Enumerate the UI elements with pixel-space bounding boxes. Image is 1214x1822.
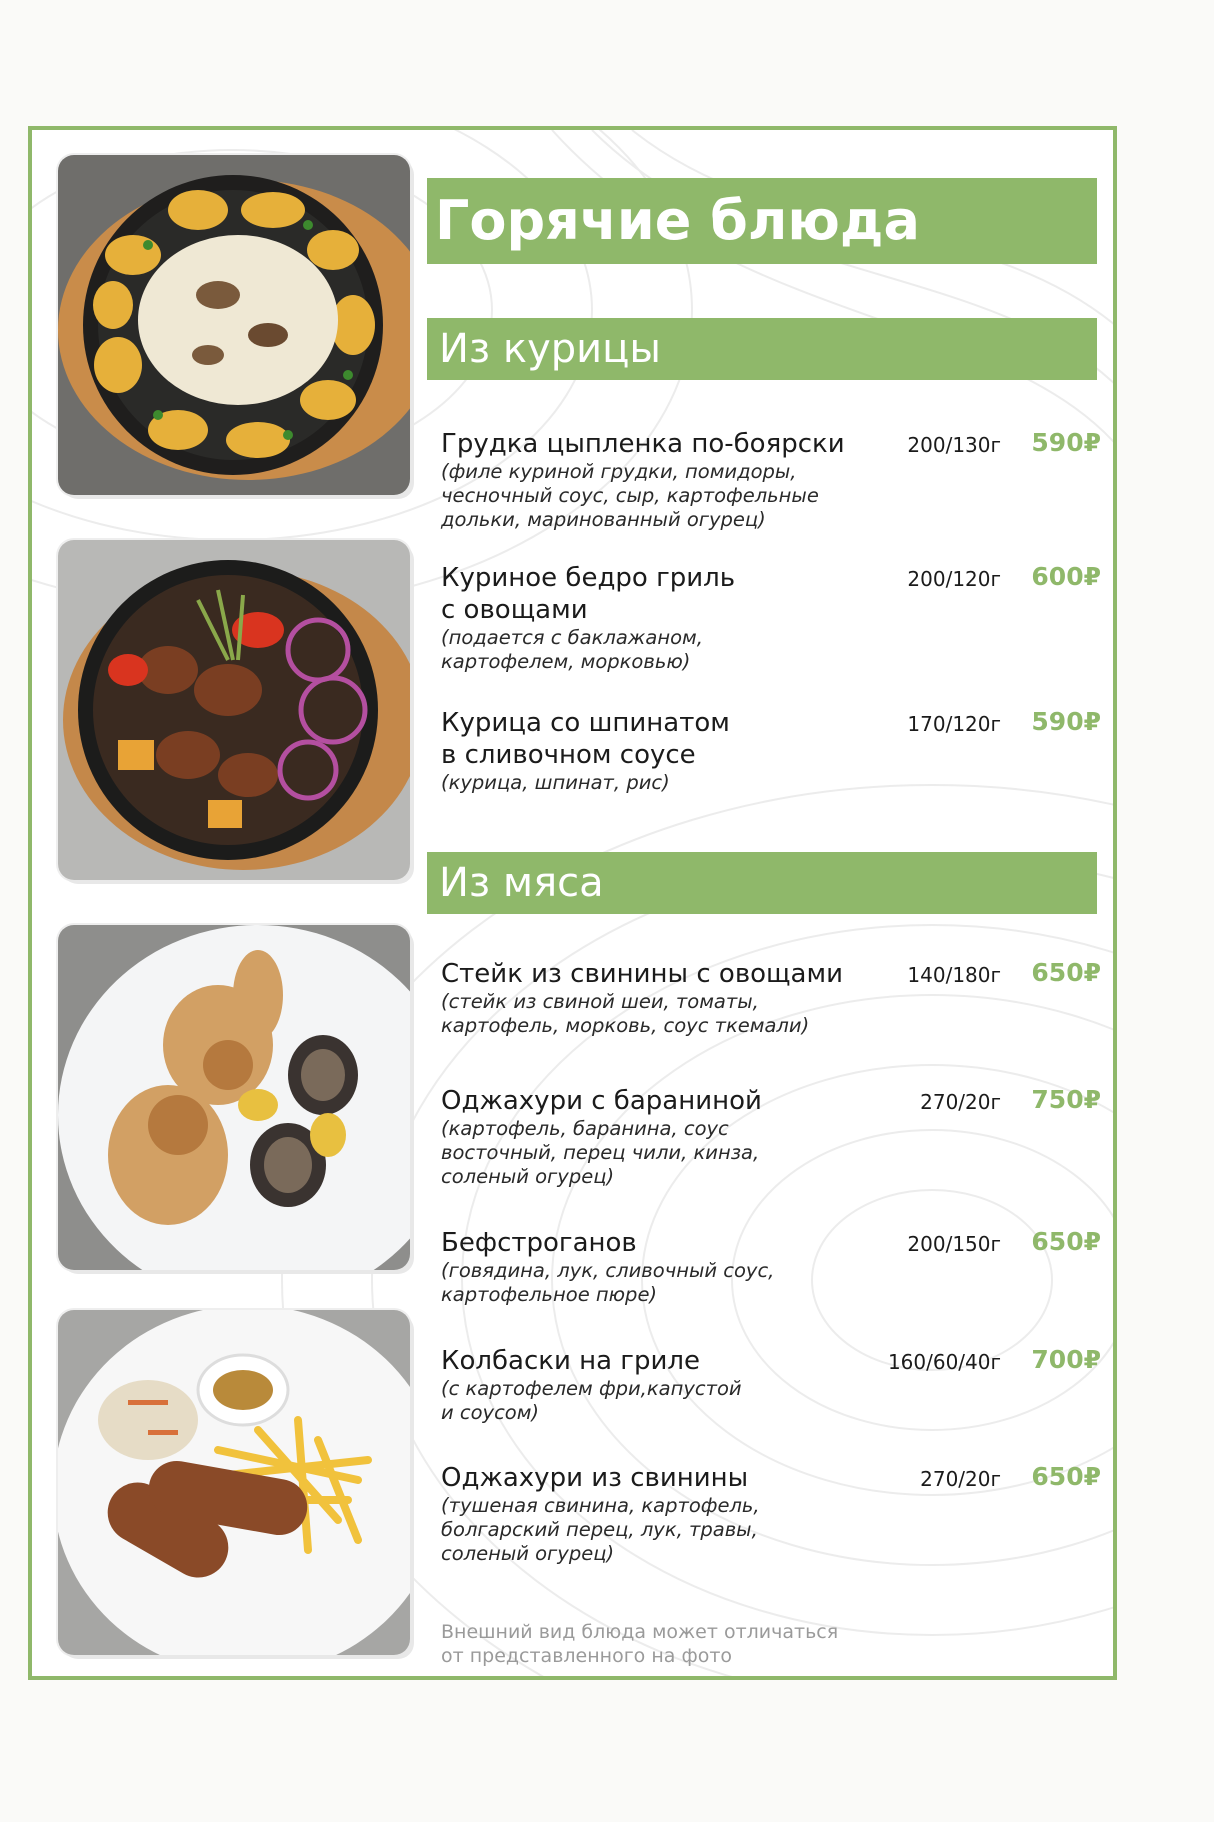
- dish-weight: 200/130г: [907, 433, 1001, 457]
- grilled-sausages-plate-photo: [58, 1310, 410, 1655]
- dish-weight: 170/120г: [907, 712, 1001, 736]
- dish-name: Оджахури с бараниной: [441, 1086, 762, 1116]
- dish-name: Оджахури из свинины: [441, 1463, 749, 1493]
- dish-price: 650₽: [1031, 958, 1101, 987]
- section-heading-chicken: Из курицы: [427, 318, 1097, 380]
- dish-description: (филе куриной грудки, помидоры, чесночный соус, сыр, картофельные дольки, маринованный огурец): [441, 460, 819, 531]
- menu-item: [441, 428, 1101, 532]
- page-title: Горячие блюда: [427, 178, 1097, 264]
- chicken-boyar-pan-photo: [58, 155, 410, 495]
- menu-item: [441, 707, 1101, 795]
- dish-price: 750₽: [1031, 1085, 1101, 1114]
- dish-weight: 200/120г: [907, 567, 1001, 591]
- menu-item: [441, 1345, 1101, 1425]
- dish-weight: 160/60/40г: [887, 1350, 1001, 1374]
- dish-description: (стейк из свиной шеи, томаты, картофель, морковь, соус ткемали): [441, 990, 810, 1037]
- menu-item: [441, 1227, 1101, 1307]
- dish-price: 590₽: [1031, 707, 1101, 736]
- dish-name: Колбаски на гриле: [441, 1346, 700, 1376]
- dish-name: Бефстроганов: [441, 1228, 637, 1258]
- dish-price: 600₽: [1031, 562, 1101, 591]
- dish-price: 650₽: [1031, 1462, 1101, 1491]
- dish-weight: 140/180г: [907, 963, 1001, 987]
- dish-description: (курица, шпинат, рис): [441, 771, 670, 794]
- menu-item: [441, 1462, 1101, 1566]
- section-heading-meat: Из мяса: [427, 852, 1097, 914]
- dish-price: 700₽: [1031, 1345, 1101, 1374]
- dish-description: (подается с баклажаном, картофелем, морковью): [441, 626, 703, 673]
- dish-weight: 200/150г: [907, 1232, 1001, 1256]
- dish-name: Стейк из свинины с овощами: [441, 959, 843, 989]
- dish-price: 590₽: [1031, 428, 1101, 457]
- dish-description: (тушеная свинина, картофель, болгарский перец, лук, травы, соленый огурец): [441, 1494, 760, 1565]
- menu-item: [441, 562, 1101, 674]
- dish-description: (картофель, баранина, соус восточный, перец чили, кинза, соленый огурец): [441, 1117, 760, 1188]
- dish-name: Грудка цыпленка по-боярски: [441, 429, 845, 459]
- dish-weight: 270/20г: [920, 1090, 1001, 1114]
- dish-name: Курица со шпинатом в сливочном соусе: [441, 708, 730, 770]
- pork-steak-plate-photo: [58, 925, 410, 1270]
- photo-disclaimer: Внешний вид блюда может отличаться от представленного на фото: [441, 1621, 839, 1667]
- menu-item: [441, 958, 1101, 1038]
- dish-weight: 270/20г: [920, 1467, 1001, 1491]
- dish-description: (говядина, лук, сливочный соус, картофельное пюре): [441, 1259, 775, 1306]
- chicken-thigh-grill-pan-photo: [58, 540, 410, 880]
- dish-name: Куриное бедро гриль с овощами: [441, 563, 736, 625]
- dish-description: (с картофелем фри,капустой и соусом): [441, 1377, 742, 1424]
- dish-price: 650₽: [1031, 1227, 1101, 1256]
- menu-item: [441, 1085, 1101, 1189]
